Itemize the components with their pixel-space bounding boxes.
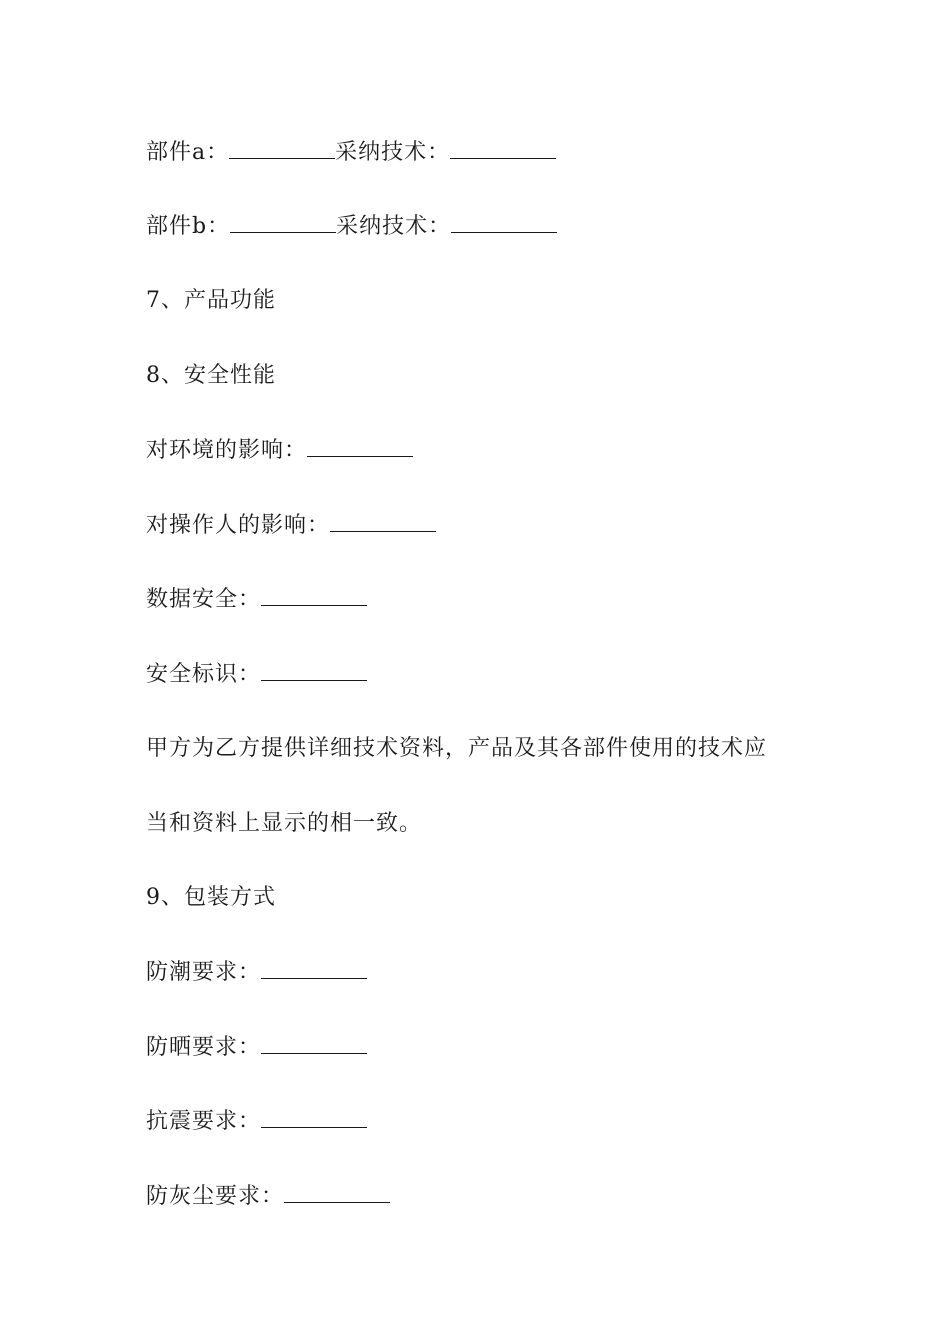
operator-impact-blank bbox=[330, 511, 436, 532]
safety-mark-blank bbox=[261, 660, 367, 681]
component-b-line bbox=[146, 212, 557, 242]
paragraph-line-2: 当和资料上显示的相一致。 bbox=[146, 811, 423, 836]
component-b-blank bbox=[230, 212, 336, 233]
operator-impact-label: 对操作人的影响： bbox=[146, 513, 331, 538]
component-b-label: 部件b： bbox=[146, 214, 231, 239]
moisture-requirement-line bbox=[146, 958, 367, 988]
component-b-tech-blank bbox=[451, 212, 557, 233]
shockproof-requirement-blank bbox=[261, 1107, 367, 1128]
component-b-tech-label: 采纳技术： bbox=[336, 214, 452, 239]
dustproof-requirement-line bbox=[146, 1182, 390, 1212]
component-a-blank bbox=[229, 138, 335, 159]
sunproof-requirement-line bbox=[146, 1033, 367, 1063]
component-a-label: 部件a： bbox=[146, 140, 230, 165]
paragraph-line-1: 甲方为乙方提供详细技术资料，产品及其各部件使用的技术应 bbox=[146, 736, 768, 761]
component-a-line bbox=[146, 138, 556, 168]
component-a-tech-label: 采纳技术： bbox=[335, 140, 451, 165]
operator-impact-line bbox=[146, 511, 436, 541]
moisture-requirement-blank bbox=[261, 958, 367, 979]
safety-mark-label: 安全标识： bbox=[146, 662, 262, 687]
sunproof-requirement-label: 防晒要求： bbox=[146, 1035, 262, 1060]
component-a-tech-blank bbox=[450, 138, 556, 159]
dustproof-requirement-label: 防灰尘要求： bbox=[146, 1184, 285, 1209]
sunproof-requirement-blank bbox=[261, 1033, 367, 1054]
section-9-heading: 9、包装方式 bbox=[146, 885, 276, 910]
moisture-requirement-label: 防潮要求： bbox=[146, 960, 262, 985]
data-security-label: 数据安全： bbox=[146, 587, 262, 612]
data-security-blank bbox=[261, 585, 367, 606]
environment-impact-blank bbox=[307, 436, 413, 457]
environment-impact-line bbox=[146, 436, 413, 466]
section-7-heading: 7、产品功能 bbox=[146, 288, 276, 313]
section-8-heading: 8、安全性能 bbox=[146, 363, 276, 388]
shockproof-requirement-line bbox=[146, 1107, 367, 1137]
dustproof-requirement-blank bbox=[284, 1182, 390, 1203]
safety-mark-line bbox=[146, 660, 367, 690]
environment-impact-label: 对环境的影响： bbox=[146, 438, 308, 463]
data-security-line bbox=[146, 585, 367, 615]
shockproof-requirement-label: 抗震要求： bbox=[146, 1109, 262, 1134]
